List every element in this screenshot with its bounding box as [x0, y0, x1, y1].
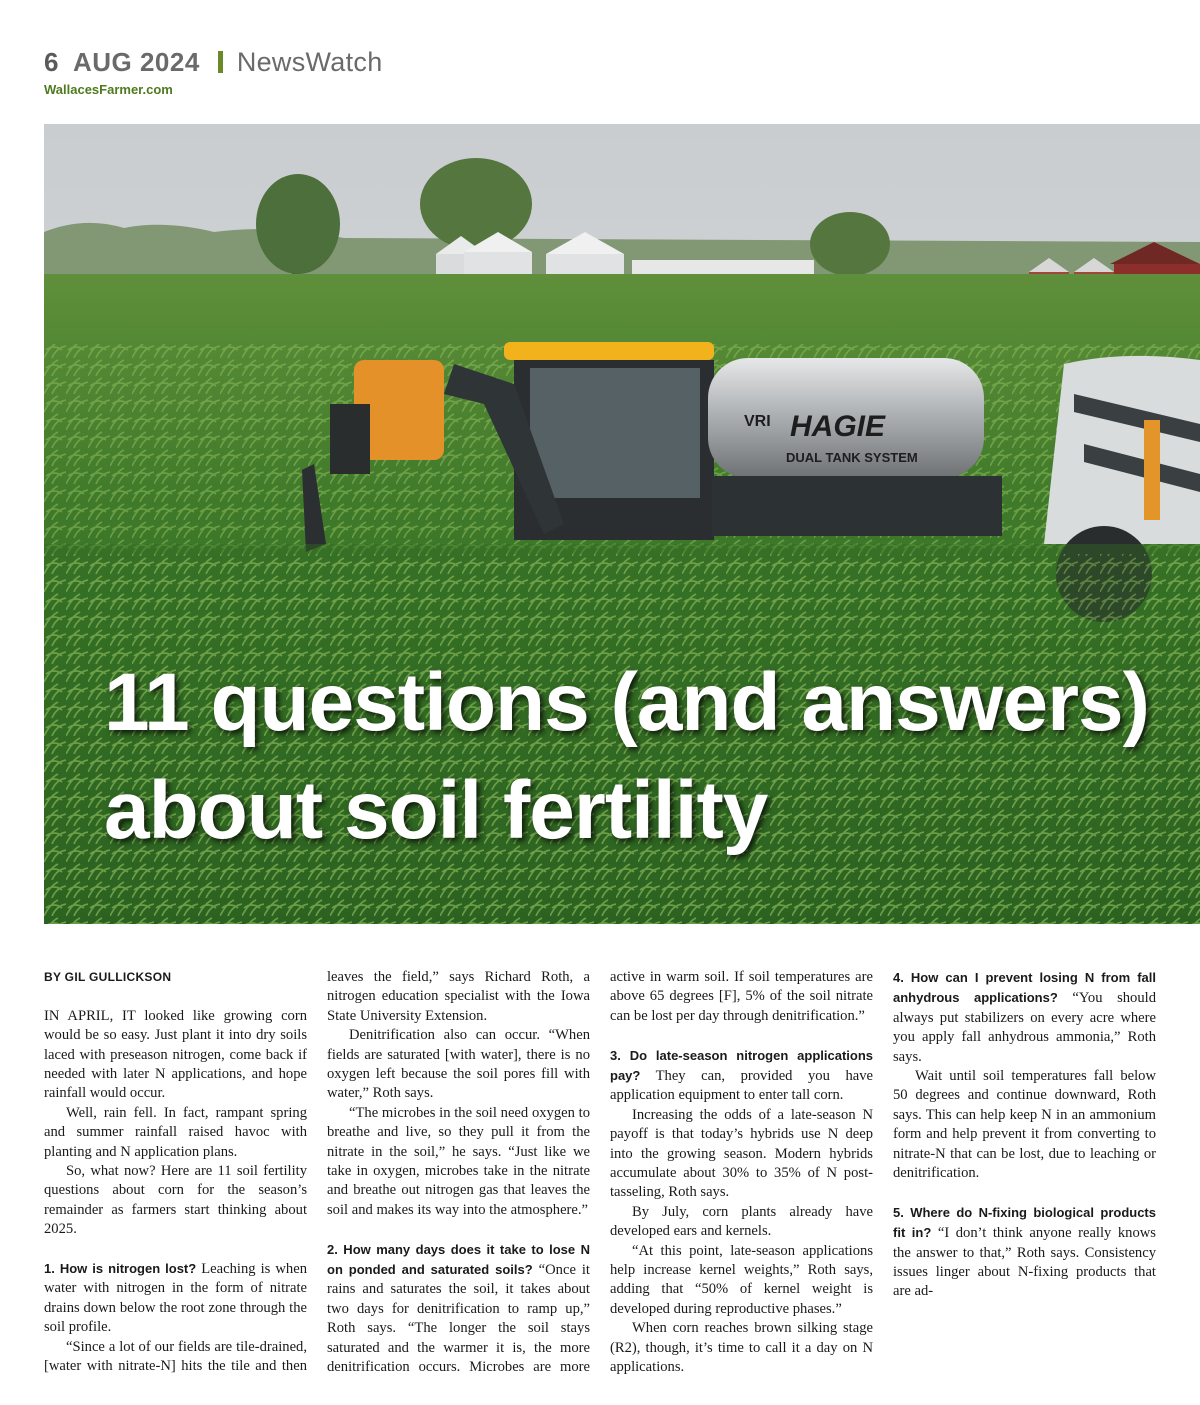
question-heading: 1. How is nitrogen lost? [44, 1261, 197, 1277]
paragraph-text: IN APRIL, IT looked like growing corn would be so easy. Just plant it into dry soils laced with preseason nitrogen, come back if needed with later N applications, and hope rainfall would occur. [44, 1007, 307, 1102]
paragraph-text: “Once it rains and saturates the soil, it takes about two days for denitrification to ramp up,” Roth says. “The longer the soil stays saturated and the warmer it is, the more denitrification occurs. Microbes are more active in warm soil. If soil temperatures are above 65 degrees [F], 5% of the soil nitrate can be lost per day through denitrification.” [327, 969, 873, 1376]
body-paragraph [327, 1026, 590, 1104]
body-paragraph [610, 1242, 873, 1320]
question-heading: 5. Where do N-fixing biological products fit in? [893, 1204, 1156, 1241]
folio-line [44, 44, 383, 80]
page-number: 6 [44, 46, 59, 77]
headline-line-1: 11 questions (and answers) [104, 657, 1149, 748]
paragraph-text: When corn reaches brown silking stage (R2), though, it’s time to call it a day on N applications. [610, 1320, 873, 1376]
paragraph-text: Denitrification also can occur. “When fields are saturated [with water], there is no oxygen left because the soil pores fill with water,” Roth says. [327, 1027, 590, 1102]
question-paragraph [44, 1259, 307, 1338]
paragraph-text: So, what now? Here are 11 soil fertility questions about corn for the season’s remainder as farmers start thinking about 2025. [44, 1163, 307, 1238]
question-paragraph [893, 1203, 1156, 1302]
body-paragraph [610, 1106, 873, 1203]
question-paragraph [893, 968, 1156, 1067]
question-heading: 3. Do late-season nitrogen applications pay? [610, 1047, 873, 1084]
tank-brand: HAGIE [790, 410, 886, 443]
headline-line-2: about soil fertility [104, 765, 768, 856]
question-paragraph [610, 1046, 873, 1106]
paragraph-text: “You should always put stabilizers on every acre where you apply fall anhydrous ammonia,” Roth says. [893, 990, 1156, 1065]
headline [104, 649, 1184, 865]
article-body [44, 968, 1156, 1388]
paragraph-text: “At this point, late-season applications help increase kernel weights,” Roth says, adding that “50% of kernel weight is developed during reproductive phases.” [610, 1242, 873, 1317]
paragraph-text: Well, rain fell. In fact, rampant spring and summer rainfall raised havoc with planting and N application plans. [44, 1104, 307, 1160]
body-paragraph [893, 1067, 1156, 1183]
site-url: WallacesFarmer.com [44, 82, 173, 97]
body-paragraph [610, 1319, 873, 1377]
tank-badge: VRI [744, 413, 771, 430]
body-paragraph [327, 1104, 590, 1220]
paragraph-text: “The microbes in the soil need oxygen to breathe and live, so they pull it from the nitrate in the soil,” he says. “Just like we take in oxygen, microbes take in the nitrate and breathe out nitrogen gas that leaves the soil and makes its way into the atmosphere.” [327, 1104, 590, 1218]
paragraph-text: Wait until soil temperatures fall below 50 degrees and continue downward, Roth says. This can help keep N in an ammonium form and help prevent it from converting to nitrate-N that can be lost, due to leaching or denitrification. [893, 1068, 1156, 1182]
section-name: NewsWatch [236, 46, 383, 77]
body-paragraph [44, 1162, 307, 1240]
paragraph-text: “I don’t think anyone really knows the answer to that,” Roth says. Consistency issues linger about N-fixing products that are ad- [893, 1225, 1156, 1300]
question-heading: 4. How can I prevent losing N from fall anhydrous applications? [893, 970, 1156, 1006]
issue-date: AUG 2024 [72, 46, 200, 77]
paragraph-text: They can, provided you have application equipment to enter tall corn. [610, 1068, 873, 1104]
paragraph-text: “Since a lot of our fields are tile-drained, [water with nitrate-N] hits the tile and then leaves the field,” says Richard Roth, a nitrogen education specialist with the Iowa State University Extension. [44, 969, 590, 1375]
body-paragraph [610, 1203, 873, 1242]
lead-paragraph [44, 1007, 307, 1104]
hero-photo [44, 124, 1200, 924]
paragraph-text: Increasing the odds of a late-season N payoff is that today’s hybrids use N deep into the growing season. Modern hybrids accumulate about 30% to 35% of N post-tasseling, Roth says. [610, 1106, 873, 1201]
paragraph-text: Leaching is when water with nitrogen in the form of nitrate drains down below the root zone through the soil profile. [44, 1261, 307, 1336]
page-header [44, 44, 383, 97]
tank-label: DUAL TANK SYSTEM [786, 450, 918, 465]
paragraph-text: By July, corn plants already have developed ears and kernels. [610, 1203, 873, 1240]
question-heading: 2. How many days does it take to lose N on ponded and saturated soils? [327, 1241, 590, 1278]
body-paragraph [44, 1104, 307, 1162]
section-divider [218, 51, 223, 73]
byline: BY GIL GULLICKSON [44, 970, 172, 984]
